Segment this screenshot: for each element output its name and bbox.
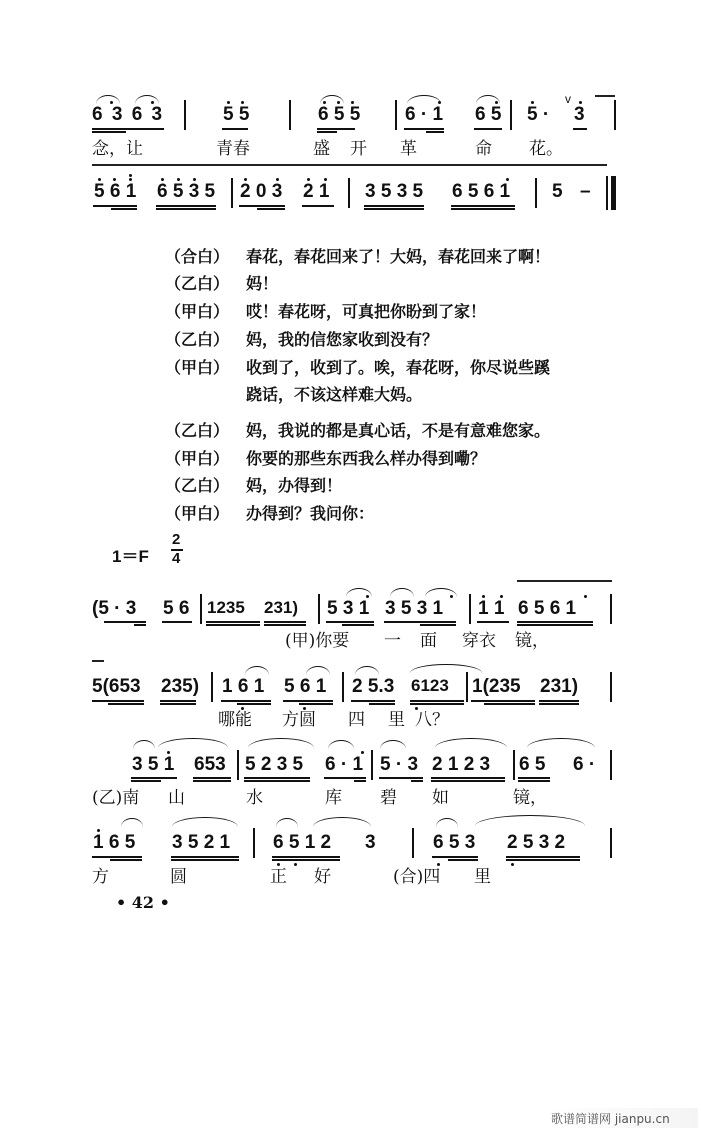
- octave-dot: [307, 178, 310, 181]
- dialogue-role: （甲白）: [165, 504, 230, 523]
- underline: [131, 780, 161, 782]
- octave-dot: [151, 101, 154, 104]
- octave-dot: [438, 101, 441, 104]
- underline: [92, 128, 164, 130]
- note-group: 5 2 3 5: [245, 754, 304, 775]
- octave-dot: [98, 178, 101, 181]
- slur: [410, 664, 482, 673]
- lyric: 库: [325, 788, 342, 808]
- octave-dot: [579, 101, 582, 104]
- lyric: 开: [350, 139, 367, 159]
- underline: [110, 859, 142, 861]
- underline: [379, 777, 423, 779]
- slur: [121, 818, 143, 827]
- barline: [610, 672, 612, 702]
- underline: [474, 128, 502, 130]
- underline: [111, 208, 137, 210]
- note-group: 1(235: [472, 676, 521, 697]
- note-group: 231): [540, 676, 579, 697]
- note: 5: [552, 181, 563, 202]
- note-group: 6 5 6 1: [518, 598, 577, 619]
- underline: [302, 205, 334, 207]
- note-group: 6 5 3: [433, 832, 476, 853]
- note-group: 3 5 1: [132, 754, 175, 775]
- underline: [222, 128, 248, 130]
- octave-dot-below: [294, 863, 297, 866]
- barline-final-thick: [611, 176, 616, 210]
- underline: [156, 205, 216, 207]
- slur: [306, 666, 330, 675]
- watermark-text: 歌谱简谱网 jianpu.cn: [551, 1112, 670, 1126]
- octave-dot: [450, 595, 453, 598]
- underline: [539, 703, 579, 705]
- lyric: 碧: [380, 788, 397, 808]
- note-group: 6123: [411, 676, 449, 695]
- lyric: 盛: [313, 139, 330, 159]
- barline: [614, 100, 616, 130]
- underline: [108, 703, 144, 705]
- dialogue-role: （乙白）: [165, 476, 230, 495]
- lyric: 八？: [415, 710, 449, 730]
- lyric: 一: [384, 631, 401, 651]
- underline: [104, 621, 146, 623]
- dialogue-text: 妈，我说的都是真心话，不是有意难您家。: [246, 421, 551, 440]
- slur: [435, 738, 507, 748]
- dialogue-role: （乙白）: [165, 330, 230, 349]
- dialogue-text: 跷话，不该这样难大妈。: [246, 385, 423, 404]
- underline: [518, 780, 550, 782]
- slur: [313, 817, 371, 827]
- lyric: 里: [388, 710, 405, 730]
- dialogue-text: 妈，办得到！: [246, 476, 343, 495]
- note-group: 6 ·: [573, 754, 596, 775]
- dialogue-text: 哎！春花呀，可真把你盼到了家！: [246, 302, 487, 321]
- lyric: 正: [270, 867, 287, 887]
- note-group: 2 1 2 3: [432, 754, 491, 775]
- underline: [272, 859, 340, 861]
- note-group: 2 1: [303, 181, 330, 202]
- note-group: 2 5.3: [352, 676, 395, 697]
- octave-dot: [506, 178, 509, 181]
- barline: [211, 672, 213, 702]
- underline: [193, 780, 231, 782]
- underline: [264, 621, 306, 623]
- octave-dot: [177, 178, 180, 181]
- octave-dot: [482, 595, 485, 598]
- underline: [92, 856, 142, 858]
- underline: [171, 856, 239, 858]
- dialogue-role: （甲白）: [165, 449, 230, 468]
- underline: [506, 856, 580, 858]
- underline: [326, 621, 374, 623]
- underline: [518, 777, 550, 779]
- tie-line: [517, 580, 612, 582]
- slur: [248, 738, 314, 748]
- underline: [432, 856, 478, 858]
- lyric: 山: [168, 788, 185, 808]
- dialogue-role: （合白）: [165, 247, 230, 266]
- note-group: 5 6 1: [94, 181, 137, 202]
- underline: [404, 128, 444, 130]
- underline: [411, 780, 423, 782]
- lyric: 镜，: [515, 631, 549, 651]
- note-group: 6 5 6 1: [452, 181, 511, 202]
- barline: [184, 100, 186, 130]
- octave-dot: [351, 101, 354, 104]
- underline: [221, 700, 271, 702]
- underline: [244, 777, 310, 779]
- slur: [355, 666, 379, 675]
- octave-dot: [324, 178, 327, 181]
- underline: [426, 131, 444, 133]
- octave-dot: [113, 178, 116, 181]
- barline: [342, 672, 344, 702]
- note-group: 6 5 1 2: [273, 832, 332, 853]
- slur: [96, 95, 120, 104]
- note-group: 2 0 3: [240, 181, 283, 202]
- barline: [610, 594, 612, 624]
- note-group: 235): [161, 676, 200, 697]
- barline: [253, 828, 255, 858]
- lyric: (乙)南: [92, 788, 140, 808]
- underline: [92, 131, 126, 133]
- octave-dot: [276, 178, 279, 181]
- barline: [412, 828, 414, 858]
- octave-dot: [323, 101, 326, 104]
- octave-dot: [531, 101, 534, 104]
- barline: [231, 178, 233, 208]
- underline: [283, 700, 333, 702]
- underline: [506, 859, 580, 861]
- octave-dot: [584, 595, 587, 598]
- underline: [539, 700, 579, 702]
- tie-line: [92, 660, 104, 662]
- slur: [475, 815, 585, 826]
- note-group: 3 5 2 1: [172, 832, 231, 853]
- time-signature-top: 2: [172, 531, 181, 548]
- slur: [133, 740, 155, 749]
- note-group: 231): [264, 598, 299, 617]
- octave-dot: [366, 595, 369, 598]
- barline: [510, 100, 512, 130]
- slur: [245, 666, 269, 675]
- lyric: 方: [92, 867, 109, 887]
- note-group: 1235: [207, 598, 245, 617]
- underline: [160, 703, 196, 705]
- lyric: 念，让: [92, 139, 143, 159]
- dialogue-role: （甲白）: [165, 358, 230, 377]
- barline: [610, 828, 612, 858]
- lyric: 镜，: [513, 788, 547, 808]
- note-group: 1 6 5: [93, 832, 136, 853]
- underline: [93, 205, 137, 207]
- lyric: 面: [420, 631, 437, 651]
- underline: [384, 621, 456, 623]
- note-group: 5 3 1: [327, 598, 370, 619]
- underline: [134, 624, 146, 626]
- key-label: 1＝F: [112, 547, 149, 566]
- octave-dot: [129, 178, 132, 181]
- note-group: 6 5: [475, 104, 502, 125]
- note-group: 5 · 3: [380, 754, 419, 775]
- barline: [610, 750, 612, 780]
- underline: [484, 703, 535, 705]
- dialogue-role: （甲白）: [165, 302, 230, 321]
- slur: [328, 740, 354, 749]
- underline: [317, 131, 337, 133]
- underline: [156, 208, 216, 210]
- octave-dot: [227, 101, 230, 104]
- note-group: 5 5: [223, 104, 250, 125]
- underline: [471, 700, 535, 702]
- lyric: 水: [246, 788, 263, 808]
- underline: [257, 208, 285, 210]
- underline: [324, 777, 366, 779]
- underline: [131, 777, 177, 779]
- note-group: 5 6 1: [284, 676, 327, 697]
- barline: [371, 750, 373, 780]
- lyric: 里: [474, 867, 491, 887]
- octave-dot: [129, 174, 132, 177]
- note-group: 5 ·: [527, 104, 550, 125]
- time-signature-bottom: 4: [172, 550, 181, 567]
- dialogue-text: 妈，我的信您家收到没有？: [246, 330, 439, 349]
- octave-dot: [361, 751, 364, 754]
- note-group: 1 6 1: [222, 676, 265, 697]
- dialogue-role: （乙白）: [165, 274, 230, 293]
- barline: [395, 100, 397, 130]
- barline: [513, 750, 515, 780]
- lyric: (合)四: [393, 867, 441, 887]
- octave-dot: [244, 178, 247, 181]
- dialogue-role: （乙白）: [165, 421, 230, 440]
- slur: [135, 95, 159, 104]
- note-group: 6 5: [519, 754, 546, 775]
- octave-dot: [241, 101, 244, 104]
- underline: [448, 859, 478, 861]
- page-number: • 42 •: [116, 893, 170, 912]
- underline: [92, 700, 144, 702]
- slur: [407, 95, 441, 104]
- underline: [431, 780, 505, 782]
- lyric: 圆: [170, 867, 187, 887]
- octave-dot: [500, 595, 503, 598]
- underline: [451, 205, 515, 207]
- barline: [466, 672, 468, 702]
- barline: [348, 178, 350, 208]
- lyric: 穿衣: [462, 631, 496, 651]
- underline: [364, 205, 424, 207]
- lyric: 青春: [216, 139, 250, 159]
- dialogue-text: 春花，春花回来了！大妈，春花回来了啊！: [246, 247, 551, 266]
- underline: [354, 780, 366, 782]
- note-group: 6 5 3 5: [157, 181, 216, 202]
- lyric: 如: [432, 788, 449, 808]
- barline: [469, 594, 471, 624]
- note-group: 653: [194, 754, 226, 775]
- note-group: 6 · 1: [325, 754, 364, 775]
- underline: [272, 856, 340, 858]
- octave-dot: [97, 829, 100, 832]
- underline: [573, 128, 587, 130]
- barline: [289, 100, 291, 130]
- octave-dot: [495, 101, 498, 104]
- underline: [517, 621, 593, 623]
- underline: [477, 621, 509, 623]
- slur: [527, 738, 595, 748]
- underline: [244, 780, 310, 782]
- note-group: 5 6: [163, 598, 190, 619]
- dialogue-text: 收到了，收到了。唉，春花呀，你尽说些蹊: [246, 358, 551, 377]
- slur: [436, 818, 458, 827]
- note-group: 1 1: [478, 598, 505, 619]
- dialogue-text: 你要的那些东西我么样办得到嘞？: [246, 449, 487, 468]
- slur: [172, 817, 238, 827]
- note-group: 6 · 1: [405, 104, 444, 125]
- note: 3: [365, 832, 376, 853]
- lyric: 四: [348, 710, 365, 730]
- slur: [390, 588, 414, 597]
- barline-final-thin: [606, 176, 608, 210]
- underline: [239, 205, 285, 207]
- barline: [535, 178, 537, 208]
- lyric: 好: [314, 867, 331, 887]
- note-group: 6 3 6 3: [92, 104, 165, 125]
- underline: [206, 624, 260, 626]
- barline: [318, 594, 320, 624]
- slur: [158, 738, 228, 748]
- note-group: 6 5 5: [318, 104, 361, 125]
- system-divider: [92, 164, 607, 166]
- octave-dot: [337, 101, 340, 104]
- note-group: 3 5 3 1: [385, 598, 444, 619]
- note-group: 3 5 3 5: [365, 181, 424, 202]
- lyric: 方圆: [282, 710, 316, 730]
- lyric: 花。: [529, 139, 563, 159]
- octave-dot: [161, 178, 164, 181]
- slur: [380, 740, 406, 749]
- barline: [237, 750, 239, 780]
- underline: [171, 859, 239, 861]
- underline: [193, 777, 231, 779]
- underline: [317, 128, 355, 130]
- note-group: (5 · 3: [92, 598, 137, 619]
- barline: [200, 594, 202, 624]
- note: 3: [574, 104, 585, 125]
- dialogue-text: 办得到？我问你：: [246, 504, 375, 523]
- slur: [276, 818, 298, 827]
- underline: [160, 700, 196, 702]
- underline: [451, 208, 515, 210]
- lyric: 哪能: [218, 710, 252, 730]
- breath-mark: v: [565, 92, 571, 106]
- dash: –: [580, 181, 591, 202]
- note-group: 5(653: [92, 676, 141, 697]
- note-group: 2 5 3 2: [507, 832, 566, 853]
- underline: [351, 700, 395, 702]
- octave-dot-below: [511, 863, 514, 866]
- underline: [410, 700, 464, 702]
- underline: [162, 621, 192, 623]
- underline: [431, 777, 505, 779]
- dialogue-text: 妈！: [246, 274, 279, 293]
- lyric: (甲)你要: [285, 631, 350, 651]
- underline: [364, 208, 424, 210]
- octave-dot: [110, 101, 113, 104]
- lyric: 命: [475, 139, 492, 159]
- tie-line: [595, 95, 615, 97]
- lyric: 革: [400, 139, 417, 159]
- octave-dot: [167, 751, 170, 754]
- underline: [206, 621, 260, 623]
- octave-dot: [193, 178, 196, 181]
